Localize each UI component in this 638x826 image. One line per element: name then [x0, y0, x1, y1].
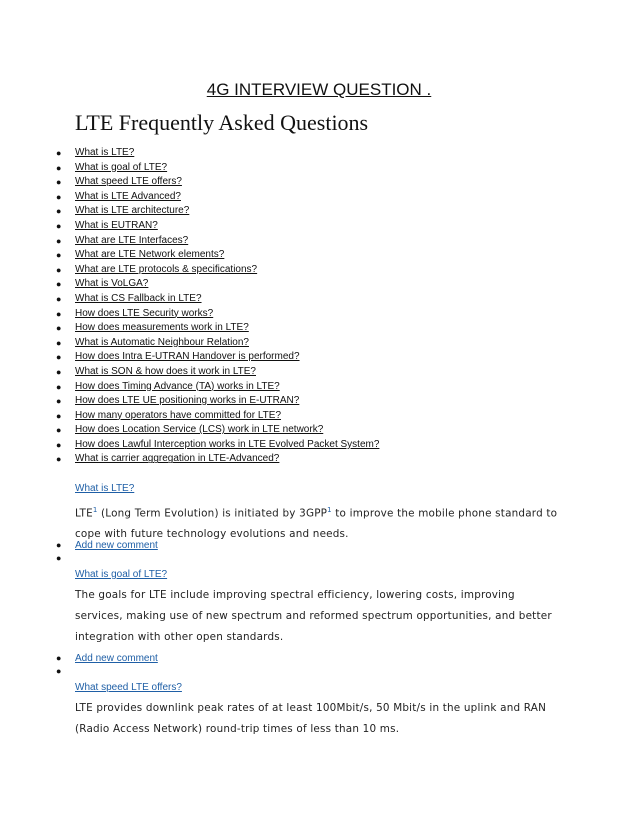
toc-link[interactable]: How does Lawful Interception works in LTE Evolved Packet System? — [75, 438, 380, 450]
toc-item — [0, 175, 379, 190]
bullet-icon: ● — [56, 250, 62, 261]
bullet-icon: ● — [56, 366, 62, 377]
paragraph-text: (Long Term Evolution) is initiated by 3GPP — [97, 507, 328, 520]
comment-item — [0, 652, 158, 665]
toc-item — [0, 190, 379, 205]
toc-link[interactable]: How does measurements work in LTE? — [75, 322, 249, 334]
bullet-icon: ● — [56, 293, 62, 304]
toc-item — [0, 380, 379, 395]
toc-link[interactable]: How does LTE UE positioning works in E-UTRAN? — [75, 395, 300, 407]
bullet-icon: ● — [56, 454, 62, 465]
bullet-icon: ● — [56, 425, 62, 436]
bullet-icon: ● — [56, 235, 62, 246]
toc-item — [0, 161, 379, 176]
toc-link[interactable]: What is LTE architecture? — [75, 205, 190, 217]
toc-link[interactable]: What is goal of LTE? — [75, 161, 168, 173]
toc-item — [0, 409, 379, 424]
bullet-icon: ● — [56, 206, 62, 217]
comment-list — [0, 652, 158, 678]
toc-link[interactable]: How does Location Service (LCS) work in LTE network? — [75, 424, 324, 436]
bullet-icon: ● — [56, 381, 62, 392]
toc-link[interactable]: How does LTE Security works? — [75, 307, 214, 319]
toc-link[interactable]: What are LTE Interfaces? — [75, 234, 189, 246]
add-comment-link[interactable]: Add new comment — [75, 540, 158, 551]
bullet-icon: ● — [56, 352, 62, 363]
document-heading: 4G INTERVIEW QUESTION . — [206, 80, 432, 99]
toc-item — [0, 365, 379, 380]
toc-link[interactable]: How does Intra E-UTRAN Handover is performed? — [75, 351, 300, 363]
toc-item — [0, 423, 379, 438]
bullet-icon: ● — [56, 337, 62, 348]
toc-link[interactable]: How does Timing Advance (TA) works in LTE? — [75, 380, 280, 392]
comment-item — [0, 539, 158, 552]
bullet-icon: ● — [56, 396, 62, 407]
section-paragraph: The goals for LTE include improving spectral efficiency, lowering costs, improving services, making use of new spectrum and reformed spectrum opportunities, and better integration with other open standards. — [75, 589, 552, 643]
bullet-icon: ● — [56, 264, 62, 275]
toc-item — [0, 219, 379, 234]
bullet-icon: ● — [56, 540, 62, 550]
toc-item — [0, 146, 379, 161]
bullet-icon: ● — [56, 148, 62, 158]
empty-item — [0, 665, 158, 678]
lte-term: LTE — [75, 507, 93, 520]
toc-item — [0, 234, 379, 249]
bullet-icon: ● — [56, 653, 62, 663]
bullet-icon: ● — [56, 279, 62, 290]
toc-link[interactable]: What are LTE Network elements? — [75, 249, 225, 261]
toc-item — [0, 394, 379, 409]
toc-item — [0, 277, 379, 292]
bullet-icon: ● — [56, 220, 62, 231]
toc-link[interactable]: What is CS Fallback in LTE? — [75, 292, 202, 304]
toc-item — [0, 452, 379, 467]
section-paragraph: LTE provides downlink peak rates of at least 100Mbit/s, 50 Mbit/s in the uplink and RAN (Radio Access Network) round-trip times of less than 10 ms. — [75, 702, 547, 735]
toc-item — [0, 350, 379, 365]
bullet-icon: ● — [56, 308, 62, 319]
bullet-icon: ● — [56, 410, 62, 421]
bullet-icon: ● — [56, 177, 62, 188]
paragraph-text: to improve the mobile phone standard to cope with future technology evolutions and needs. — [75, 507, 558, 541]
toc-link[interactable]: What speed LTE offers? — [75, 176, 182, 188]
section-title-link[interactable]: What is goal of LTE? — [75, 569, 168, 580]
toc-item — [0, 263, 379, 278]
bullet-icon: ● — [56, 666, 62, 676]
toc-link[interactable]: What is SON & how does it work in LTE? — [75, 365, 256, 377]
bullet-icon: ● — [56, 162, 62, 173]
toc-link[interactable]: What are LTE protocols & specifications? — [75, 263, 258, 275]
bullet-icon: ● — [56, 553, 62, 563]
footnote-ref[interactable]: 1 — [92, 506, 98, 514]
toc-item — [0, 307, 379, 322]
section-title-link[interactable]: What speed LTE offers? — [75, 682, 182, 693]
toc-item — [0, 438, 379, 453]
toc-item — [0, 204, 379, 219]
toc-item — [0, 248, 379, 263]
toc-item — [0, 321, 379, 336]
bullet-icon: ● — [56, 439, 62, 450]
bullet-icon: ● — [56, 323, 62, 334]
empty-item — [0, 552, 158, 565]
toc-link[interactable]: What is VoLGA? — [75, 278, 149, 290]
toc-link[interactable]: What is carrier aggregation in LTE-Advanced? — [75, 453, 280, 465]
toc-item — [0, 292, 379, 307]
comment-list — [0, 539, 158, 565]
toc-link[interactable]: How many operators have committed for LTE? — [75, 409, 282, 421]
toc-link[interactable]: What is LTE Advanced? — [75, 190, 181, 202]
footnote-ref[interactable]: 1 — [327, 506, 332, 514]
add-comment-link[interactable]: Add new comment — [75, 653, 158, 664]
page-title: LTE Frequently Asked Questions — [75, 110, 369, 135]
bullet-icon: ● — [56, 191, 62, 202]
toc-link[interactable]: What is LTE? — [75, 147, 135, 158]
toc-item — [0, 336, 379, 351]
toc-link[interactable]: What is EUTRAN? — [75, 219, 158, 231]
faq-toc-list — [0, 146, 379, 467]
section-title-link[interactable]: What is LTE? — [75, 483, 135, 494]
toc-link[interactable]: What is Automatic Neighbour Relation? — [75, 336, 249, 348]
